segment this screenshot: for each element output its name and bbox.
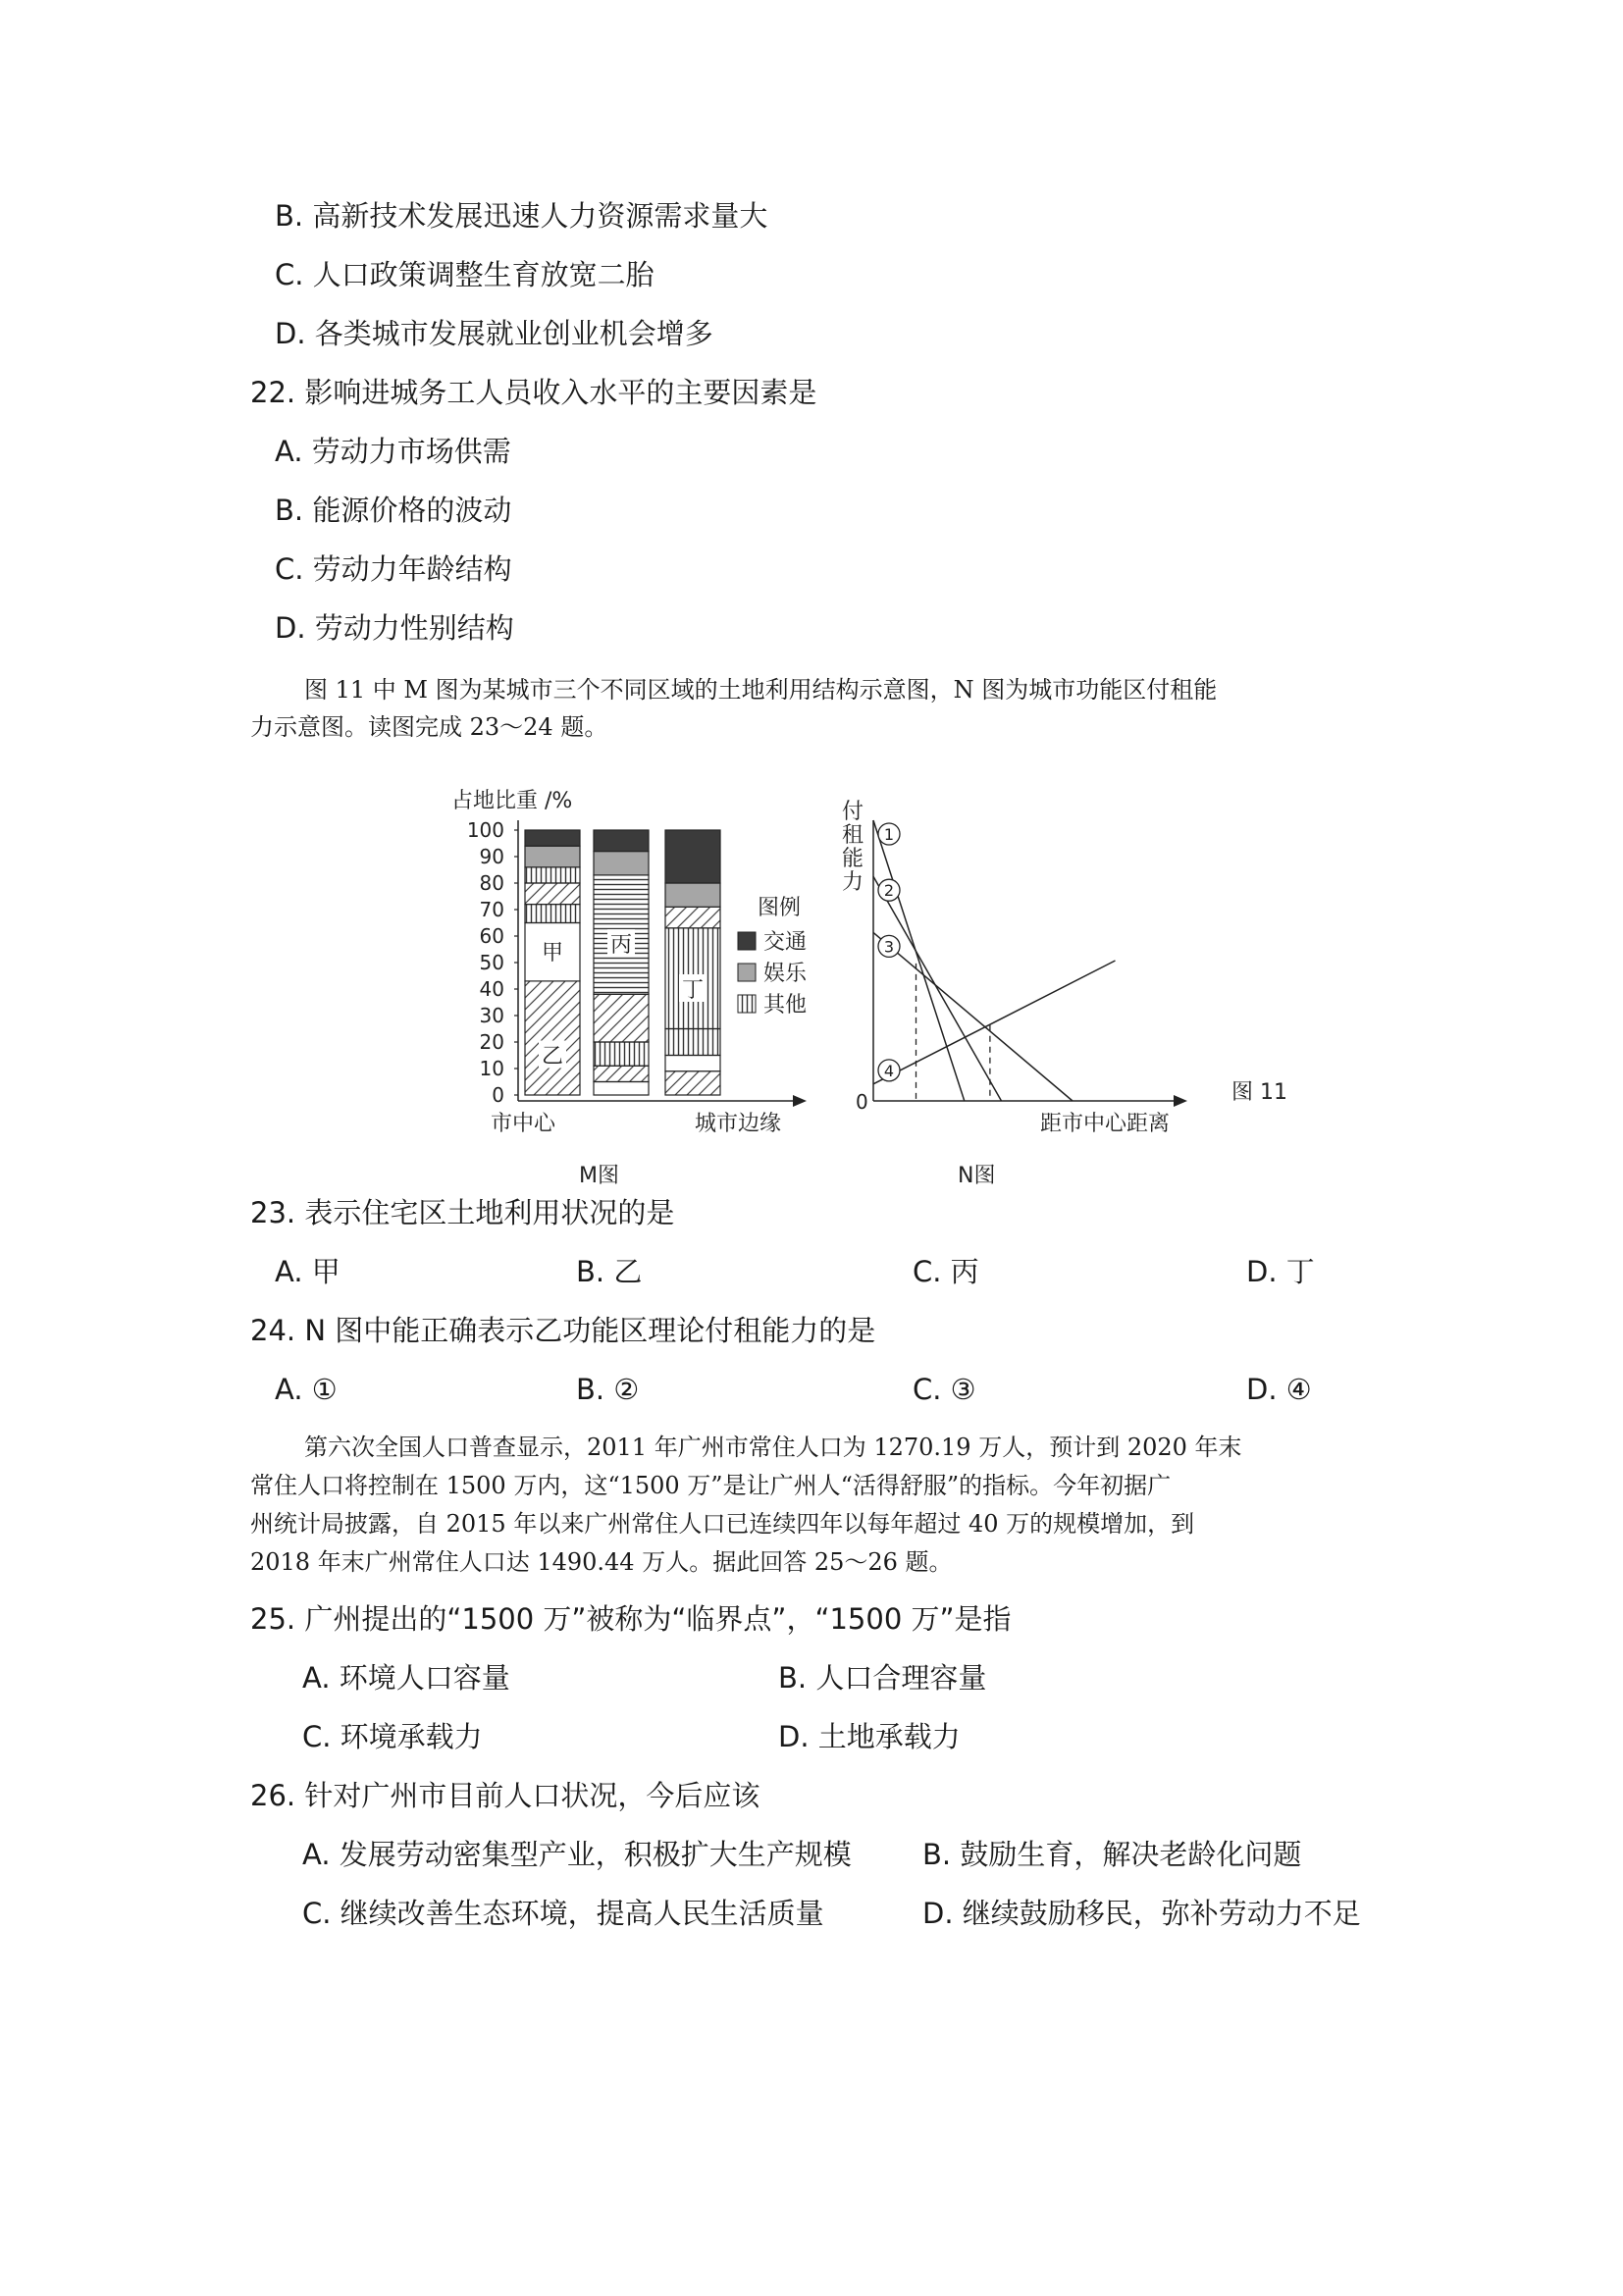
m-chart-y-tick-label: 20 (479, 1030, 504, 1054)
passage-23-24-line2: 力示意图。读图完成 23～24 题。 (250, 713, 608, 741)
q21-option-b: B. 高新技术发展迅速人力资源需求量大 (275, 199, 768, 233)
m-bar-segment (665, 1056, 720, 1071)
q26-option-b: B. 鼓励生育，解决老龄化问题 (922, 1838, 1302, 1871)
q22-option-c: C. 劳动力年龄结构 (275, 552, 512, 586)
m-chart-x-arrow (793, 1095, 807, 1107)
passage-25-26-line4: 2018 年末广州常住人口达 1490.44 万人。据此回答 25～26 题。 (250, 1548, 953, 1576)
q26-option-a: A. 发展劳动密集型产业，积极扩大生产规模 (302, 1838, 852, 1871)
q25-option-a: A. 环境人口容量 (302, 1661, 510, 1695)
q23-option-b: B. 乙 (576, 1255, 643, 1288)
q26-option-c: C. 继续改善生态环境，提高人民生活质量 (302, 1897, 824, 1930)
m-chart-y-tick-label: 60 (479, 924, 504, 948)
q24-option-d: D. ④ (1246, 1373, 1312, 1406)
m-bar-segment (665, 830, 720, 883)
n-chart-x-arrow (1174, 1095, 1187, 1107)
legend-title: 图例 (758, 896, 802, 920)
q26-option-d: D. 继续鼓励移民，弥补劳动力不足 (922, 1897, 1361, 1930)
figure-11-svg (432, 785, 1315, 1197)
m-bar-segment (525, 905, 580, 923)
figure-11 (432, 785, 1315, 1197)
m-bar-segment (594, 994, 649, 1042)
m-chart-xlabel-right: 城市边缘 (695, 1112, 782, 1136)
q21-option-c: C. 人口政策调整生育放宽二胎 (275, 258, 654, 291)
m-bar-segment (594, 852, 649, 875)
n-chart-xlabel: 距市中心距离 (1040, 1112, 1171, 1136)
m-chart-title: M图 (579, 1164, 619, 1188)
passage-25-26-line1: 第六次全国人口普查显示，2011 年广州市常住人口为 1270.19 万人，预计到 2020 年末 (304, 1434, 1242, 1461)
q25-option-c: C. 环境承载力 (302, 1720, 483, 1753)
q25-option-d: D. 土地承载力 (778, 1720, 961, 1753)
n-rent-line (873, 820, 965, 1101)
m-bar-segment (665, 883, 720, 907)
legend-swatch-other (738, 995, 756, 1013)
passage-23-24-line1: 图 11 中 M 图为某城市三个不同区域的土地利用结构示意图，N 图为城市功能区付租能 (304, 676, 1218, 704)
m-bar-segment (594, 1082, 649, 1096)
q22-option-a: A. 劳动力市场供需 (275, 435, 511, 468)
m-bar-segment (594, 1042, 649, 1066)
legend-label-entertainment: 娱乐 (763, 962, 808, 986)
m-chart-y-tick-label: 100 (466, 818, 504, 842)
q23-option-c: C. 丙 (913, 1255, 979, 1288)
legend-label-transport: 交通 (763, 930, 808, 955)
m-bar-segment (525, 981, 580, 1095)
n-chart-ylabel-4: 力 (842, 870, 864, 895)
m-chart-ylabel: 占地比重 /% (451, 789, 573, 813)
passage-25-26-line3: 州统计局披露，自 2015 年以来广州常住人口已连续四年以每年超过 40 万的规模增加，到 (250, 1510, 1195, 1538)
legend-label-other: 其他 (763, 993, 808, 1018)
m-chart-y-tick-label: 50 (479, 951, 504, 974)
q23-option-a: A. 甲 (275, 1255, 340, 1288)
m-bar-segment (525, 867, 580, 883)
q26-stem: 26. 针对广州市目前人口状况，今后应该 (250, 1779, 760, 1812)
q22-option-b: B. 能源价格的波动 (275, 494, 512, 527)
q22-stem: 22. 影响进城务工人员收入水平的主要因素是 (250, 376, 817, 409)
n-chart-ylabel-1: 付 (842, 800, 864, 824)
legend-swatch-entertainment (738, 964, 756, 981)
m-chart-y-tick-label: 10 (479, 1057, 504, 1080)
m-bar-segment (594, 830, 649, 852)
m-bar-segment (525, 883, 580, 905)
q21-option-d: D. 各类城市发展就业创业机会增多 (275, 317, 713, 350)
m-bar-segment (665, 1071, 720, 1095)
n-line-label: 1 (883, 825, 895, 844)
m-bar-label: 甲 (541, 941, 564, 966)
q24-option-b: B. ② (576, 1373, 640, 1406)
n-rent-line (873, 961, 1116, 1084)
m-bar-segment (525, 846, 580, 867)
m-bar-segment (665, 1029, 720, 1056)
m-chart-y-tick-label: 40 (479, 977, 504, 1001)
n-rent-line (873, 932, 1073, 1101)
m-bar-label: 丙 (609, 933, 633, 959)
n-chart-title: N图 (958, 1164, 996, 1188)
m-chart-y-tick-label: 70 (479, 898, 504, 921)
q23-stem: 23. 表示住宅区土地利用状况的是 (250, 1196, 675, 1229)
q23-option-d: D. 丁 (1246, 1255, 1315, 1288)
m-chart-y-tick-label: 30 (479, 1004, 504, 1027)
m-chart-y-tick-label: 90 (479, 845, 504, 868)
q25-option-b: B. 人口合理容量 (778, 1661, 987, 1695)
n-chart-ylabel-2: 租 (842, 823, 864, 848)
n-chart-ylabel-3: 能 (842, 847, 864, 871)
m-chart-xlabel-left: 市中心 (491, 1112, 556, 1136)
figure-caption: 图 11 (1231, 1080, 1287, 1105)
m-chart-y-tick-label: 0 (492, 1083, 504, 1107)
n-line-label: 3 (883, 937, 895, 957)
m-bar-label: 丁 (681, 978, 705, 1003)
q24-option-c: C. ③ (913, 1373, 976, 1406)
m-bar-segment (525, 830, 580, 846)
m-bar-segment (594, 1066, 649, 1081)
n-line-label: 4 (883, 1061, 895, 1080)
m-bar-label: 乙 (541, 1044, 564, 1070)
m-chart-y-tick-label: 80 (479, 871, 504, 895)
q22-option-d: D. 劳动力性别结构 (275, 611, 514, 645)
q24-option-a: A. ① (275, 1373, 338, 1406)
n-line-label: 2 (883, 881, 895, 901)
passage-25-26-line2: 常住人口将控制在 1500 万内，这“1500 万”是让广州人“活得舒服”的指标。今年初据广 (250, 1472, 1172, 1499)
m-bar-segment (665, 907, 720, 928)
legend-swatch-transport (738, 932, 756, 950)
q25-stem: 25. 广州提出的“1500 万”被称为“临界点”，“1500 万”是指 (250, 1602, 1012, 1636)
q24-stem: 24. N 图中能正确表示乙功能区理论付租能力的是 (250, 1314, 876, 1347)
n-chart-origin: 0 (856, 1090, 868, 1114)
